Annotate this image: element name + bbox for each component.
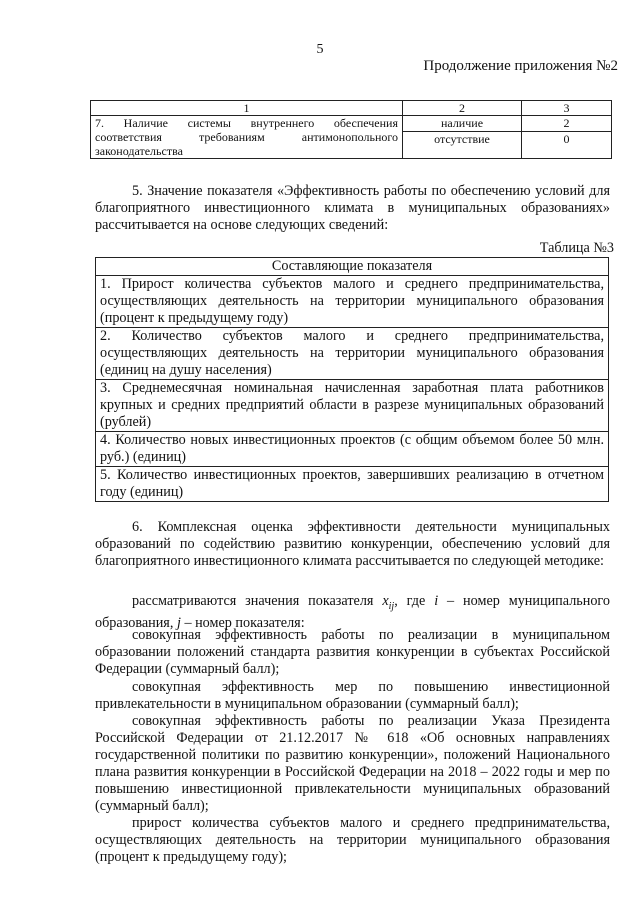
continuation-label: Продолжение приложения №2 <box>423 58 618 74</box>
variable-j: j <box>176 614 181 631</box>
table-cell: 2. Количество субъектов малого и среднего предпринимательства, осуществляющих деятельность на территории муниципального образования (единиц на душу населения) <box>96 328 609 380</box>
variable-x: x <box>382 593 389 609</box>
table-cell: 3. Среднемесячная номинальная начисленная заработная плата работников крупных и средних предприятий области в разрезе муниципальных образований (рублей) <box>96 380 609 432</box>
option-value: отсутствие <box>403 132 522 159</box>
variable-i: i <box>434 593 439 609</box>
method-intro-text: – номер показателя: <box>180 614 305 631</box>
method-item: прирост количества субъектов малого и среднего предпринимательства, осуществляющих деятельность на территории муниципального образования (процент к предыдущему году); <box>95 815 610 865</box>
table-row <box>96 328 609 380</box>
header-cell: 1 <box>91 101 403 116</box>
table-cell: 5. Количество инвестиционных проектов, завершивших реализацию в отчетном году (единиц) <box>96 467 609 502</box>
criteria-table <box>90 100 612 159</box>
table-cell: 4. Количество новых инвестиционных проектов (с общим объемом более 50 млн. руб.) (единиц) <box>96 432 609 467</box>
table-cell: 1. Прирост количества субъектов малого и среднего предпринимательства, осуществляющих деятельность на территории муниципального образования (процент к предыдущему году) <box>96 276 609 328</box>
method-item: совокупная эффективность работы по реализации в муниципальном образовании положений стандарта развития конкуренции в субъектах Российской Федерации (суммарный балл); <box>95 627 610 677</box>
method-intro-text: рассматриваются значения показателя <box>132 593 383 609</box>
table-row <box>96 467 609 502</box>
method-item: совокупная эффективность работы по реализации Указа Президента Российской Федерации от 21.12.2017 № 618 «Об основных направлениях государственной политики по развитию конкуренции», положений Национального плана развития конкуренции в Российской Федерации на 2018 – 2022 годы и мер по повышению инвестиционной привлекательности муниципальных образований (суммарный балл); <box>95 713 610 814</box>
table-row <box>96 432 609 467</box>
method-item: совокупная эффективность мер по повышению инвестиционной привлекательности в муниципальном образовании (суммарный балл); <box>95 679 610 712</box>
table-header-row <box>96 258 609 276</box>
method-intro-text: – номер муниципального образования, <box>95 593 610 631</box>
option-value: наличие <box>403 116 522 132</box>
method-intro <box>95 593 610 632</box>
method-intro-text: , где <box>394 593 435 609</box>
variable-subscript: ij <box>388 600 395 612</box>
table-row <box>96 380 609 432</box>
header-cell: 3 <box>522 101 612 116</box>
table-row <box>96 276 609 328</box>
header-cell: Составляющие показателя <box>96 258 609 276</box>
table-header-row <box>91 101 612 116</box>
option-score: 2 <box>522 116 612 132</box>
table-row <box>91 116 612 132</box>
criterion-label: 7. Наличие системы внутреннего обеспечения соответствия требованиям антимонопольного законодательства <box>91 116 403 159</box>
option-score: 0 <box>522 132 612 159</box>
paragraph-5: 5. Значение показателя «Эффективность работы по обеспечению условий для благоприятного инвестиционного климата в муниципальных образованиях» рассчитывается на основе следующих сведений: <box>95 183 610 233</box>
page-number: 5 <box>316 42 324 57</box>
table-caption: Таблица №3 <box>539 240 614 256</box>
paragraph-6: 6. Комплексная оценка эффективности деятельности муниципальных образований по содействию развитию конкуренции, обеспечению условий для благоприятного инвестиционного климата рассчитывается по следующей методике: <box>95 519 610 569</box>
components-table <box>95 257 609 502</box>
header-cell: 2 <box>403 101 522 116</box>
